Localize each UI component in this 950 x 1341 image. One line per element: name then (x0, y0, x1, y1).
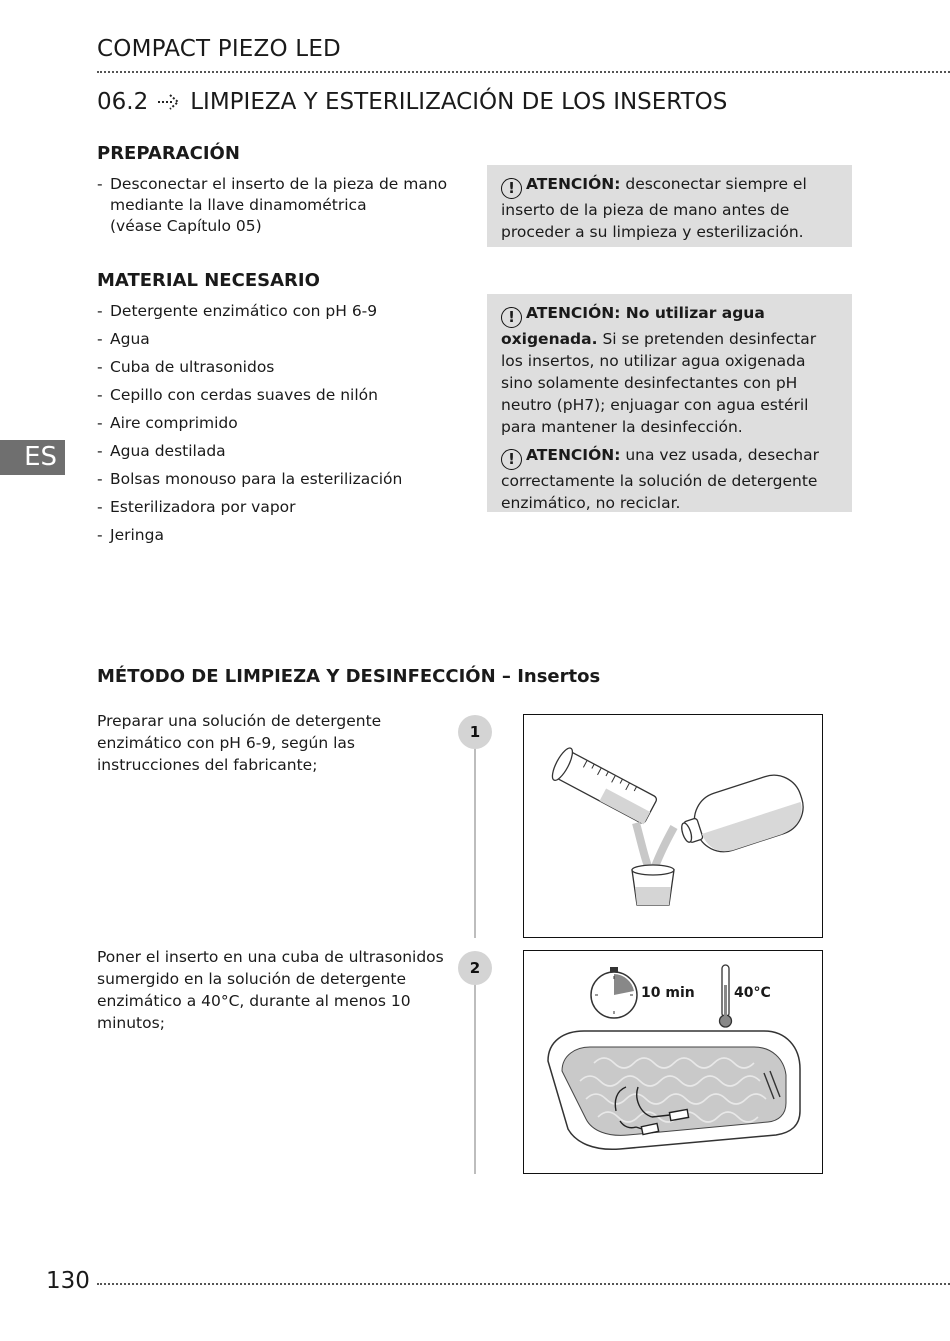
warning-box-disconnect (487, 165, 852, 247)
exclamation-circle-icon: ! (501, 178, 522, 199)
step-1-badge: 1 (458, 715, 492, 749)
preparacion-list (97, 174, 457, 237)
list-item: - Cepillo con cerdas suaves de nilón (97, 385, 467, 406)
list-item: - Desconectar el inserto de la pieza de mano mediante la llave dinamométrica (véase Capítulo 05) (97, 174, 457, 237)
section-title (97, 89, 727, 115)
step-2-badge: 2 (458, 951, 492, 985)
section-heading: LIMPIEZA Y ESTERILIZACIÓN DE LOS INSERTOS (190, 89, 728, 115)
step-2-illustration (523, 950, 823, 1174)
section-number: 06.2 (97, 89, 149, 115)
preparacion-heading: PREPARACIÓN (97, 143, 240, 164)
thermometer-icon (720, 965, 732, 1027)
step-1-illustration (523, 714, 823, 938)
exclamation-circle-icon: ! (501, 307, 522, 328)
list-item: - Detergente enzimático con pH 6-9 (97, 301, 467, 322)
material-heading: MATERIAL NECESARIO (97, 270, 320, 291)
material-list (97, 301, 467, 553)
method-heading: MÉTODO DE LIMPIEZA Y DESINFECCIÓN – Insertos (97, 666, 601, 687)
footer-dotted-rule (97, 1283, 950, 1285)
time-label: 10 min (641, 985, 695, 1001)
warning-label: ATENCIÓN: (526, 446, 621, 464)
dotted-arrow-icon (156, 92, 182, 112)
header-dotted-rule (97, 71, 950, 73)
page-number: 130 (46, 1268, 90, 1294)
step-connector-line (474, 733, 476, 938)
step-2-text: Poner el inserto en una cuba de ultrasonidos sumergido en la solución de detergente enzimático a 40°C, durante al menos 10 minutos; (97, 948, 444, 1032)
warning-text: ! ATENCIÓN: una vez usada, desechar correctamente la solución de detergente enzimático, no reciclar. (501, 446, 819, 512)
step-connector-line (474, 968, 476, 1174)
list-item: - Jeringa (97, 525, 467, 546)
warning-label: ATENCIÓN: (526, 175, 621, 193)
list-item: - Agua destilada (97, 441, 467, 462)
list-item: - Aire comprimido (97, 413, 467, 434)
warning-box-hydrogen-peroxide (487, 294, 852, 512)
list-item: - Bolsas monouso para la esterilización (97, 469, 467, 490)
warning-text: ! ATENCIÓN: No utilizar agua oxigenada. Si se pretenden desinfectar los insertos, no utilizar agua oxigenada sino solamente desinfectantes con pH neutro (pH7); enjuagar con agua estéril para mantener la desinfección. (501, 304, 817, 436)
document-title: COMPACT PIEZO LED (97, 36, 341, 62)
timer-icon (591, 967, 637, 1018)
list-item: - Esterilizadora por vapor (97, 497, 467, 518)
language-tab: ES (0, 440, 65, 475)
step-1-text: Preparar una solución de detergente enzimático con pH 6-9, según las instrucciones del fabricante; (97, 712, 382, 774)
pouring-detergent-image (524, 715, 823, 938)
warning-text: ! ATENCIÓN: desconectar siempre el inserto de la pieza de mano antes de proceder a su limpieza y esterilización. (501, 175, 807, 241)
temperature-label: 40°C (734, 985, 771, 1001)
warning-label: ATENCIÓN: No utilizar agua oxigenada. (501, 304, 765, 348)
exclamation-circle-icon: ! (501, 449, 522, 470)
list-item: - Agua (97, 329, 467, 350)
list-item: - Cuba de ultrasonidos (97, 357, 467, 378)
